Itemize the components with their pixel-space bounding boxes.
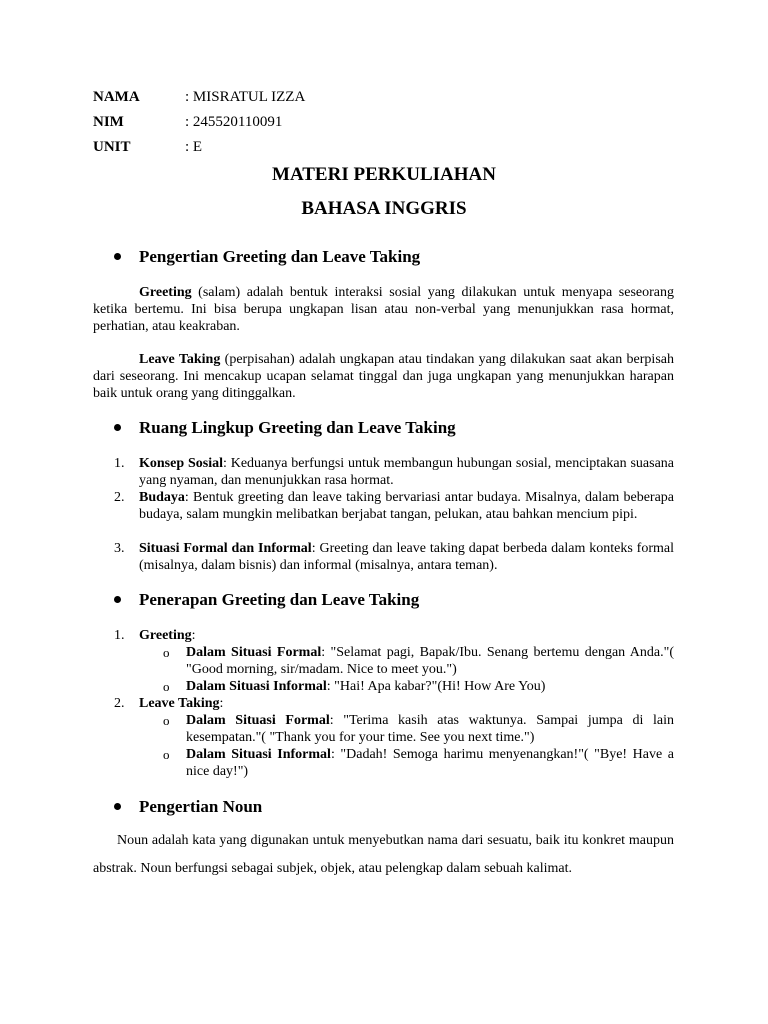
unit-label: UNIT xyxy=(93,139,131,155)
document-page: NAMA : MISRATUL IZZA NIM : 245520110091 UNIT : E MATERI PERKULIAHAN BAHASA INGGRIS Pengertian Greeting dan Leave Taking Greeting (salam) adalah bentuk interaksi sosial yang dilakukan untuk menyapa seseorang ketika bertemu. Ini bisa berupa ungkapan lisan atau non-verbal yang menunjukkan rasa hormat, perhatian, atau keakraban. Leave Taking (perpisahan) adalah ungkapan atau tindakan yang dilakukan saat akan berpisah dari seseorang. Ini mencakup ucapan selamat tinggal dan juga ungkapan yang menunjukkan harapan baik untuk orang yang ditinggalkan. Ruang Lingkup Greeting dan Leave Taking 1. Konsep Sosial: Keduanya berfungsi untuk membangun hubungan sosial, menciptakan suasana yang nyaman, dan menunjukkan rasa hormat. 2. Budaya: Bentuk greeting dan leave taking bervariasi antar budaya. Misalnya, dalam beberapa budaya, salam mungkin melibatkan berjabat tangan, pelukan, atau bahkan mencium pipi. 3. Situasi Formal dan Informal: Greeting dan leave taking dapat berbeda dalam konteks formal (misalnya, dalam bisnis) dan informal (misalnya, antara teman). Penerapan Greeting dan Leave Taking 1. Greeting: o Dalam Situasi Formal: "Selamat pagi, Bapak/Ibu. Senang bertemu dengan Anda."( "Good morning, sir/madam. Nice to meet you.") o Dalam Situasi Informal: "Hai! Apa kabar?"(Hi! How Are You) 2. Leave Taking: o Dalam Situasi Formal: "Terima kasih atas waktunya. Sampai jumpa di lain kesempatan."( "Thank you for your time. See you next time.") o Dalam Situasi Informal: "Dadah! Semoga harimu menyenangkan!"( "Bye! Have a nice day!") Pengertian Noun Noun adalah kata yang digunakan untuk menyebutkan nama dari sesuatu, baik itu konkret maupun abstrak. Noun berfungsi sebagai subjek, objek, atau pelengkap dalam sebuah kalimat. xyxy=(0,0,768,1024)
term-leave-taking: Leave Taking xyxy=(139,352,221,367)
unit-value: : E xyxy=(185,139,203,155)
list-item: 2. Leave Taking: xyxy=(114,696,224,711)
nim-value: : 245520110091 xyxy=(185,114,283,130)
circle-bullet-icon: o xyxy=(163,713,170,728)
nim-label: NIM xyxy=(93,114,124,130)
sub-list-item: o Dalam Situasi Formal: "Selamat pagi, Bapak/Ibu. Senang bertemu dengan Anda."( "Good morning, sir/madam. Nice to meet you.") xyxy=(163,645,674,677)
circle-bullet-icon: o xyxy=(163,747,170,762)
nama-value: : MISRATUL IZZA xyxy=(185,89,306,105)
list-item: 3. Situasi Formal dan Informal: Greeting dan leave taking dapat berbeda dalam konteks formal (misalnya, dalam bisnis) dan informal (misalnya, antara teman). xyxy=(114,541,674,573)
bullet-icon xyxy=(114,803,121,810)
list-item: 1. Konsep Sosial: Keduanya berfungsi untuk membangun hubungan sosial, menciptakan suasana yang nyaman, dan menunjukkan rasa hormat. xyxy=(114,456,675,488)
paragraph-noun: Noun adalah kata yang digunakan untuk menyebutkan nama dari sesuatu, baik itu konkret maupun abstrak. Noun berfungsi sebagai subjek, objek, atau pelengkap dalam sebuah kalimat. xyxy=(93,833,674,876)
circle-bullet-icon: o xyxy=(163,679,170,694)
list-item: 1. Greeting: xyxy=(114,628,196,643)
sub-list-item: o Dalam Situasi Informal: "Dadah! Semoga harimu menyenangkan!"( "Bye! Have a nice day!") xyxy=(163,747,674,779)
term-greeting: Greeting xyxy=(139,285,192,300)
page-title: MATERI PERKULIAHAN xyxy=(272,164,496,185)
bullet-icon xyxy=(114,596,121,603)
list-item: 2. Budaya: Bentuk greeting dan leave taking bervariasi antar budaya. Misalnya, dalam beberapa budaya, salam mungkin melibatkan berjabat tangan, pelukan, atau bahkan mencium pipi. xyxy=(114,490,674,522)
sub-list-item: o Dalam Situasi Informal: "Hai! Apa kabar?"(Hi! How Are You) xyxy=(163,679,546,694)
bullet-icon xyxy=(114,424,121,431)
paragraph-greeting: Greeting (salam) adalah bentuk interaksi sosial yang dilakukan untuk menyapa seseorang ketika bertemu. Ini bisa berupa ungkapan lisan atau non-verbal yang menunjukkan rasa hormat, perhatian, atau keakraban. xyxy=(93,285,674,334)
circle-bullet-icon: o xyxy=(163,645,170,660)
nama-label: NAMA xyxy=(93,89,140,105)
page-subtitle: BAHASA INGGRIS xyxy=(301,198,467,219)
bullet-icon xyxy=(114,253,121,260)
paragraph-leave-taking: Leave Taking (perpisahan) adalah ungkapan atau tindakan yang dilakukan saat akan berpisah dari seseorang. Ini mencakup ucapan selamat tinggal dan juga ungkapan yang menunjukkan harapan baik untuk orang yang ditinggalkan. xyxy=(93,352,674,401)
sub-list-item: o Dalam Situasi Formal: "Terima kasih atas waktunya. Sampai jumpa di lain kesempatan."( "Thank you for your time. See you next time.") xyxy=(163,713,674,745)
